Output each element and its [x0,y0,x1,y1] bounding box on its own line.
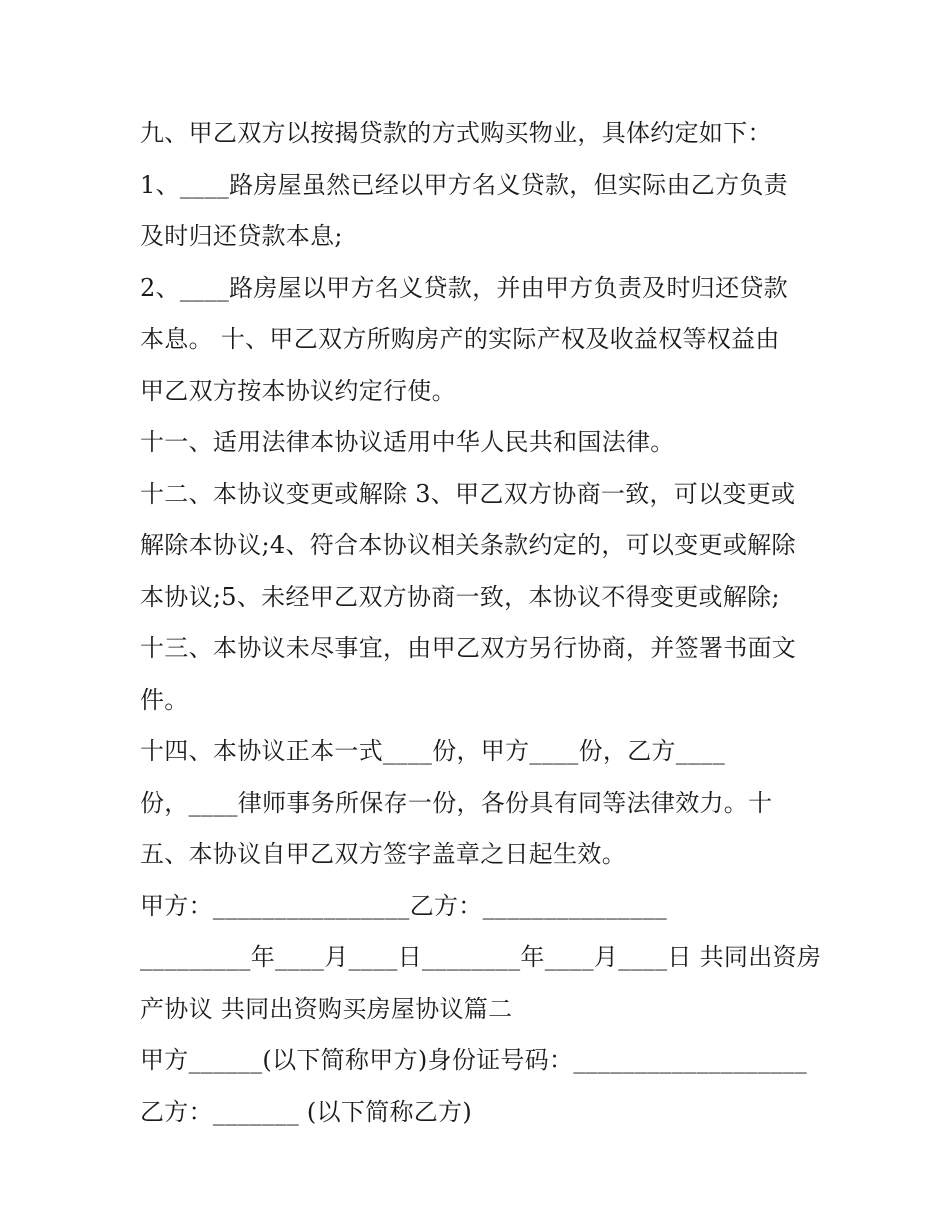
signature-line: 甲方：________________乙方：_______________ [140,891,668,920]
clause-12: 十二、本协议变更或解除 3、甲乙双方协商一致，可以变更或 [140,479,796,508]
clause-10: 本息。 十、甲乙双方所购房产的实际产权及收益权等权益由 [140,325,780,353]
clause-14: 十四、本协议正本一式____份，甲方____份，乙方____ [140,737,725,765]
clause-9-item-2: 2、____路房屋以甲方名义贷款，并由甲方负责及时归还贷款 [140,273,788,302]
clause-13-cont: 件。 [140,685,189,714]
section-title: 产协议 共同出资购买房屋协议篇二 [140,994,513,1023]
clause-14-cont: 份，____律师事务所保存一份，各份具有同等法律效力。十 [140,788,773,817]
clause-15: 五、本协议自甲乙双方签字盖章之日起生效。 [140,840,626,868]
party-b-line: 乙方：_______ (以下简称乙方) [140,1097,473,1126]
date-line: _________年____月____日________年____月____日 共同出资房 [140,943,822,971]
clause-13: 十三、本协议未尽事宜，由甲乙双方另行协商，并签署书面文 [140,634,797,662]
clause-10-cont: 甲乙双方按本协议约定行使。 [140,376,456,405]
clause-12-cont-1: 解除本协议;4、符合本协议相关条款约定的，可以变更或解除 [140,531,796,559]
clause-12-cont-2: 本协议;5、未经甲乙双方协商一致，本协议不得变更或解除; [140,582,780,611]
agreement-text [140,108,820,1138]
party-a-line: 甲方______(以下简称甲方)身份证号码：___________________ [140,1046,808,1074]
clause-9-heading: 九、甲乙双方以按揭贷款的方式购买物业，具体约定如下： [140,119,772,147]
clause-9-item-1: 1、____路房屋虽然已经以甲方名义贷款，但实际由乙方负责 [140,170,788,199]
clause-11: 十一、适用法律本协议适用中华人民共和国法律。 [140,428,675,456]
clause-9-item-1-cont: 及时归还贷款本息; [140,222,343,250]
